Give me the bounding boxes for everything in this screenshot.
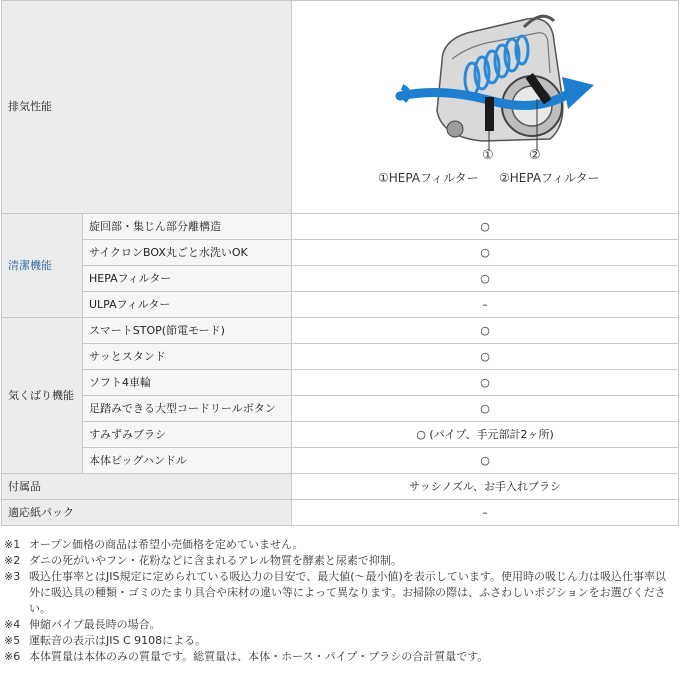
filter-2-caption: ②HEPAフィルター: [499, 171, 600, 185]
table-row: [2, 396, 679, 422]
convenience-item-name: スマートSTOP(節電モード): [83, 318, 292, 344]
footnote: [4, 633, 676, 649]
accessories-value: サッシノズル、お手入れブラシ: [292, 474, 679, 500]
paper-pack-label: 適応紙パック: [2, 500, 292, 526]
table-row: [2, 370, 679, 396]
table-row: [2, 344, 679, 370]
exhaust-diagram-cell: [292, 1, 679, 214]
accessories-label: 付属品: [2, 474, 292, 500]
convenience-item-value: ○: [292, 344, 679, 370]
convenience-item-name: 本体ビッグハンドル: [83, 448, 292, 474]
footnote-text: 伸縮パイプ最長時の場合。: [29, 618, 161, 631]
footnote-mark: ※1: [4, 538, 21, 551]
convenience-label: 気くばり機能: [2, 318, 83, 474]
footnotes: [4, 537, 676, 665]
table-row: [2, 292, 679, 318]
convenience-item-value: ○: [292, 448, 679, 474]
convenience-item-name: ソフト4車輪: [83, 370, 292, 396]
convenience-item-value: ○: [292, 396, 679, 422]
convenience-item-value: ○ (パイプ、手元部計2ヶ所): [292, 422, 679, 448]
footnote-mark: ※2: [4, 554, 21, 567]
table-row: [2, 448, 679, 474]
table-row: [2, 266, 679, 292]
footnote-mark: ※4: [4, 618, 21, 631]
footnote-text: 本体質量は本体のみの質量です。総質量は、本体・ホース・パイプ・ブラシの合計質量です。: [29, 650, 489, 663]
cleanliness-item-value: ○: [292, 266, 679, 292]
filter-marker-1: ①: [482, 148, 494, 163]
cleanliness-item-name: HEPAフィルター: [83, 266, 292, 292]
cleanliness-item-value: ○: [292, 214, 679, 240]
footnote: [4, 569, 676, 617]
footnote-text: ダニの死がいやフン・花粉などに含まれるアレル物質を酵素と尿素で抑制。: [29, 554, 402, 567]
exhaust-row: [2, 1, 679, 214]
filter-1-caption: ①HEPAフィルター: [378, 171, 479, 185]
convenience-item-name: サッとスタンド: [83, 344, 292, 370]
cleanliness-item-name: ULPAフィルター: [83, 292, 292, 318]
exhaust-label: 排気性能: [2, 1, 292, 214]
footnote: [4, 649, 676, 665]
footnote-text: 運転音の表示はJIS C 9108による。: [29, 634, 207, 647]
convenience-item-value: ○: [292, 370, 679, 396]
footnote-mark: ※6: [4, 650, 21, 663]
paper-pack-row: [2, 500, 679, 526]
convenience-item-name: 足踏みできる大型コードリールボタン: [83, 396, 292, 422]
table-row: [2, 240, 679, 266]
table-row: [2, 422, 679, 448]
exhaust-diagram: [292, 1, 676, 211]
filter-marker-2: ②: [529, 148, 541, 163]
cleanliness-label: 清潔機能: [2, 214, 83, 318]
footnote: [4, 617, 676, 633]
cleanliness-item-value: ○: [292, 240, 679, 266]
footnote: [4, 537, 676, 553]
footnote-text: オープン価格の商品は希望小売価格を定めていません。: [29, 538, 304, 551]
cleanliness-item-value: –: [292, 292, 679, 318]
convenience-item-value: ○: [292, 318, 679, 344]
footnote-text: 吸込仕事率とはJIS規定に定められている吸込力の目安で、最大値(〜最小値)を表示しています。使用時の吸じん力は吸込仕事率以外に吸込具の種類・ゴミのたまり具合や床材の違い等によって異なります。お掃除の際は、ふさわしいポジションをお選びください。: [29, 570, 666, 615]
cleaner-illustration-icon: [292, 1, 676, 211]
spec-table: [1, 0, 679, 526]
paper-pack-value: –: [292, 500, 679, 526]
cleanliness-item-name: 旋回部・集じん部分離構造: [83, 214, 292, 240]
accessories-row: [2, 474, 679, 500]
footnote-mark: ※3: [4, 570, 21, 583]
cleanliness-item-name: サイクロンBOX丸ごと水洗いOK: [83, 240, 292, 266]
convenience-item-name: すみずみブラシ: [83, 422, 292, 448]
footnote: [4, 553, 676, 569]
footnote-mark: ※5: [4, 634, 21, 647]
table-row: [2, 318, 679, 344]
table-row: [2, 214, 679, 240]
